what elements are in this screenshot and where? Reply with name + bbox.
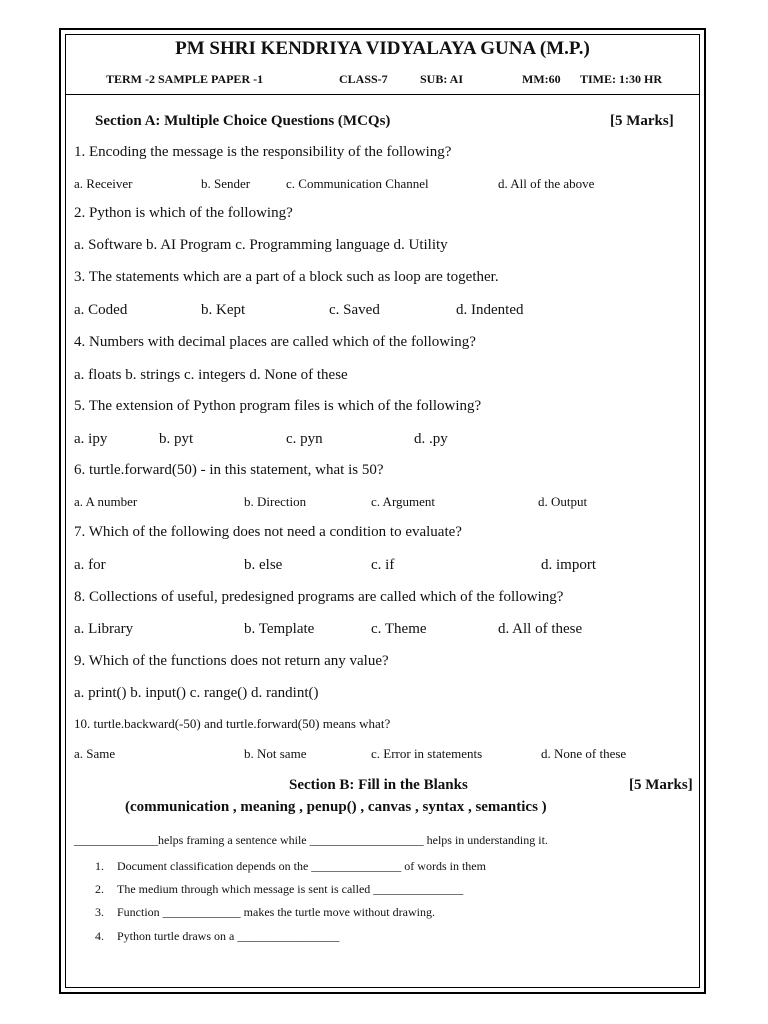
q5-option-c: c. pyn <box>286 431 323 447</box>
fill-item-text: Python turtle draws on a _________________ <box>117 929 340 943</box>
section-a-title: Section A: Multiple Choice Questions (MCQs) <box>95 113 391 129</box>
max-marks-label: MM:60 <box>522 72 561 86</box>
q1-option-d: d. All of the above <box>498 176 595 191</box>
q1-option-b: b. Sender <box>201 176 251 191</box>
q7-option-d: d. import <box>541 557 596 573</box>
q5-option-a: a. ipy <box>74 431 108 447</box>
section-b-title: Section B: Fill in the Blanks <box>289 777 468 793</box>
word-bank: (communication , meaning , penup() , canvas , syntax , semantics ) <box>125 799 547 815</box>
q7-option-c: c. if <box>371 557 395 573</box>
fill-item-text: The medium through which message is sent is called _______________ <box>117 882 464 896</box>
time-label: TIME: 1:30 HR <box>580 72 662 86</box>
q3-option-a: a. Coded <box>74 302 128 318</box>
class-label: CLASS-7 <box>339 72 388 86</box>
q8-option-a: a. Library <box>74 621 134 637</box>
q6-option-c: c. Argument <box>371 494 436 509</box>
q8-option-c: c. Theme <box>371 621 427 637</box>
subject-label: SUB: AI <box>420 72 464 86</box>
header-divider <box>65 94 700 95</box>
q3-option-b: b. Kept <box>201 302 246 318</box>
question-9: 9. Which of the functions does not return any value? <box>74 653 389 669</box>
q10-option-d: d. None of these <box>541 746 627 761</box>
q10-option-b: b. Not same <box>244 746 307 761</box>
q5-option-b: b. pyt <box>159 431 194 447</box>
section-a-marks: [5 Marks] <box>610 113 674 129</box>
q8-option-d: d. All of these <box>498 621 583 637</box>
q8-option-b: b. Template <box>244 621 315 637</box>
question-4: 4. Numbers with decimal places are called which of the following? <box>74 334 476 350</box>
q3-option-c: c. Saved <box>329 302 380 318</box>
q4-options: a. floats b. strings c. integers d. None of these <box>74 367 348 383</box>
q7-option-a: a. for <box>74 557 106 573</box>
question-2: 2. Python is which of the following? <box>74 205 293 221</box>
question-8: 8. Collections of useful, predesigned programs are called which of the following? <box>74 589 564 605</box>
q2-options: a. Software b. AI Program c. Programming language d. Utility <box>74 237 448 253</box>
fill-intro-sentence: ______________helps framing a sentence while ___________________ helps in understanding it. <box>74 833 548 847</box>
fill-item-text: Document classification depends on the _______________ of words in them <box>117 859 486 873</box>
section-b-marks: [5 Marks] <box>629 777 693 793</box>
q7-option-b: b. else <box>244 557 283 573</box>
fill-item-number: 1. <box>95 859 104 873</box>
question-10: 10. turtle.backward(-50) and turtle.forward(50) means what? <box>74 716 391 731</box>
q5-option-d: d. .py <box>414 431 448 447</box>
term-label: TERM -2 SAMPLE PAPER -1 <box>106 72 264 86</box>
fill-item-text: Function _____________ makes the turtle move without drawing. <box>117 905 435 919</box>
question-6: 6. turtle.forward(50) - in this statement, what is 50? <box>74 462 384 478</box>
q10-option-a: a. Same <box>74 746 116 761</box>
q9-options: a. print() b. input() c. range() d. randint() <box>74 685 319 701</box>
q6-option-b: b. Direction <box>244 494 307 509</box>
question-5: 5. The extension of Python program files is which of the following? <box>74 398 482 414</box>
q1-option-a: a. Receiver <box>74 176 133 191</box>
question-1: 1. Encoding the message is the responsibility of the following? <box>74 144 452 160</box>
fill-item-number: 4. <box>95 929 104 943</box>
question-3: 3. The statements which are a part of a block such as loop are together. <box>74 269 499 285</box>
q6-option-a: a. A number <box>74 494 138 509</box>
q6-option-d: d. Output <box>538 494 588 509</box>
q1-option-c: c. Communication Channel <box>286 176 429 191</box>
fill-item-number: 2. <box>95 882 104 896</box>
fill-item-number: 3. <box>95 905 104 919</box>
school-title: PM SHRI KENDRIYA VIDYALAYA GUNA (M.P.) <box>175 38 590 59</box>
q10-option-c: c. Error in statements <box>371 746 483 761</box>
q3-option-d: d. Indented <box>456 302 524 318</box>
question-7: 7. Which of the following does not need a condition to evaluate? <box>74 524 462 540</box>
